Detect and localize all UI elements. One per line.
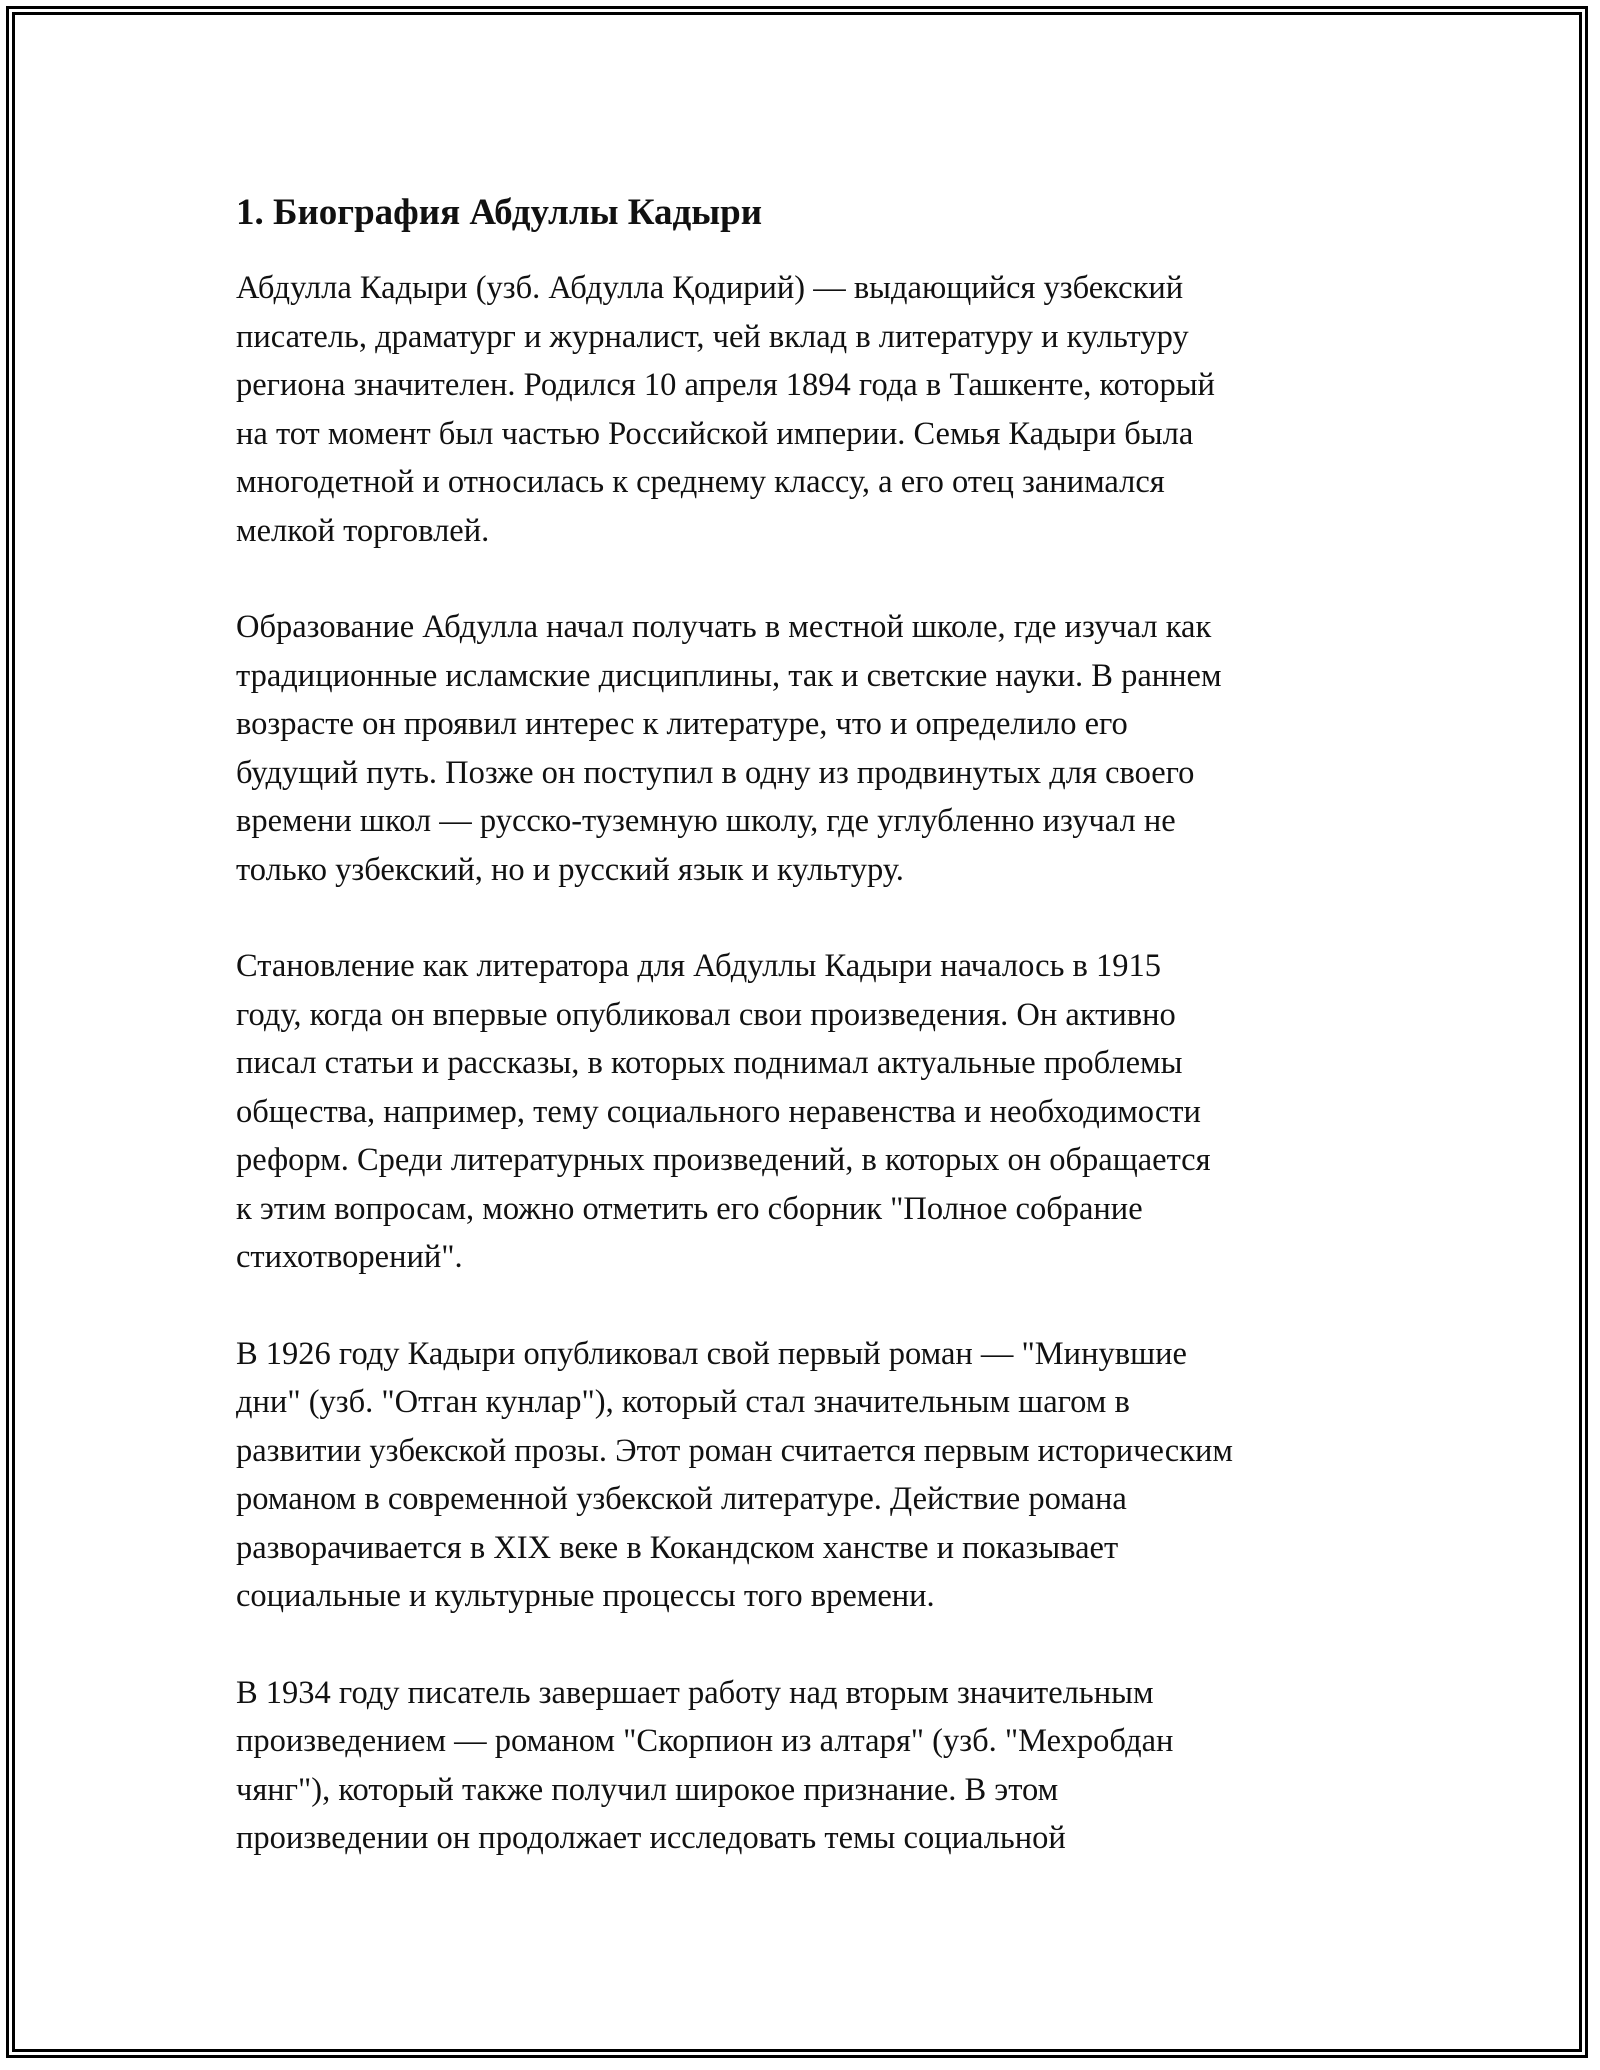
document-body: [236, 186, 1376, 1911]
paragraph-1: Абдулла Кадыри (узб. Абдулла Қодирий) — выдающийся узбекский писатель, драматург и журналист, чей вклад в литературу и культуру региона значителен. Родился 10 апреля 1894 года в Ташкенте, который на тот момент был частью Российской империи. Семья Кадыри была многодетной и относилась к среднему классу, а его отец занимался мелкой торговлей.: [236, 270, 1215, 549]
paragraph-3: Становление как литератора для Абдуллы Кадыри началось в 1915 году, когда он впервые опубликовал свои произведения. Он активно писал статьи и рассказы, в которых поднимал актуальные проблемы общества, например, тему социального неравенства и необходимости реформ. Среди литературных произведений, в которых он обращается к этим вопросам, можно отметить его сборник "Полное собрание стихотворений".: [236, 948, 1211, 1275]
paragraph-4: В 1926 году Кадыри опубликовал свой первый роман — "Минувшие дни" (узб. "Отган кунлар"), который стал значительным шагом в развитии узбекской прозы. Этот роман считается первым историческим романом в современной узбекской литературе. Действие романа разворачивается в XIX веке в Кокандском ханстве и показывает социальные и культурные процессы того времени.: [236, 1335, 1233, 1614]
section-heading: 1. Биография Абдуллы Кадыри: [236, 192, 763, 233]
paragraph-2: Образование Абдулла начал получать в местной школе, где изучал как традиционные исламские дисциплины, так и светские науки. В раннем возрасте он проявил интерес к литературе, что и определило его будущий путь. Позже он поступил в одну из продвинутых для своего времени школ — русско-туземную школу, где углубленно изучал не только узбекский, но и русский язык и культуру.: [236, 609, 1222, 888]
paragraph-5: В 1934 году писатель завершает работу над вторым значительным произведением — романом "Скорпион из алтаря" (узб. "Мехробдан чянг"), который также получил широкое признание. В этом произведении он продолжает исследовать темы социальной: [236, 1674, 1174, 1856]
